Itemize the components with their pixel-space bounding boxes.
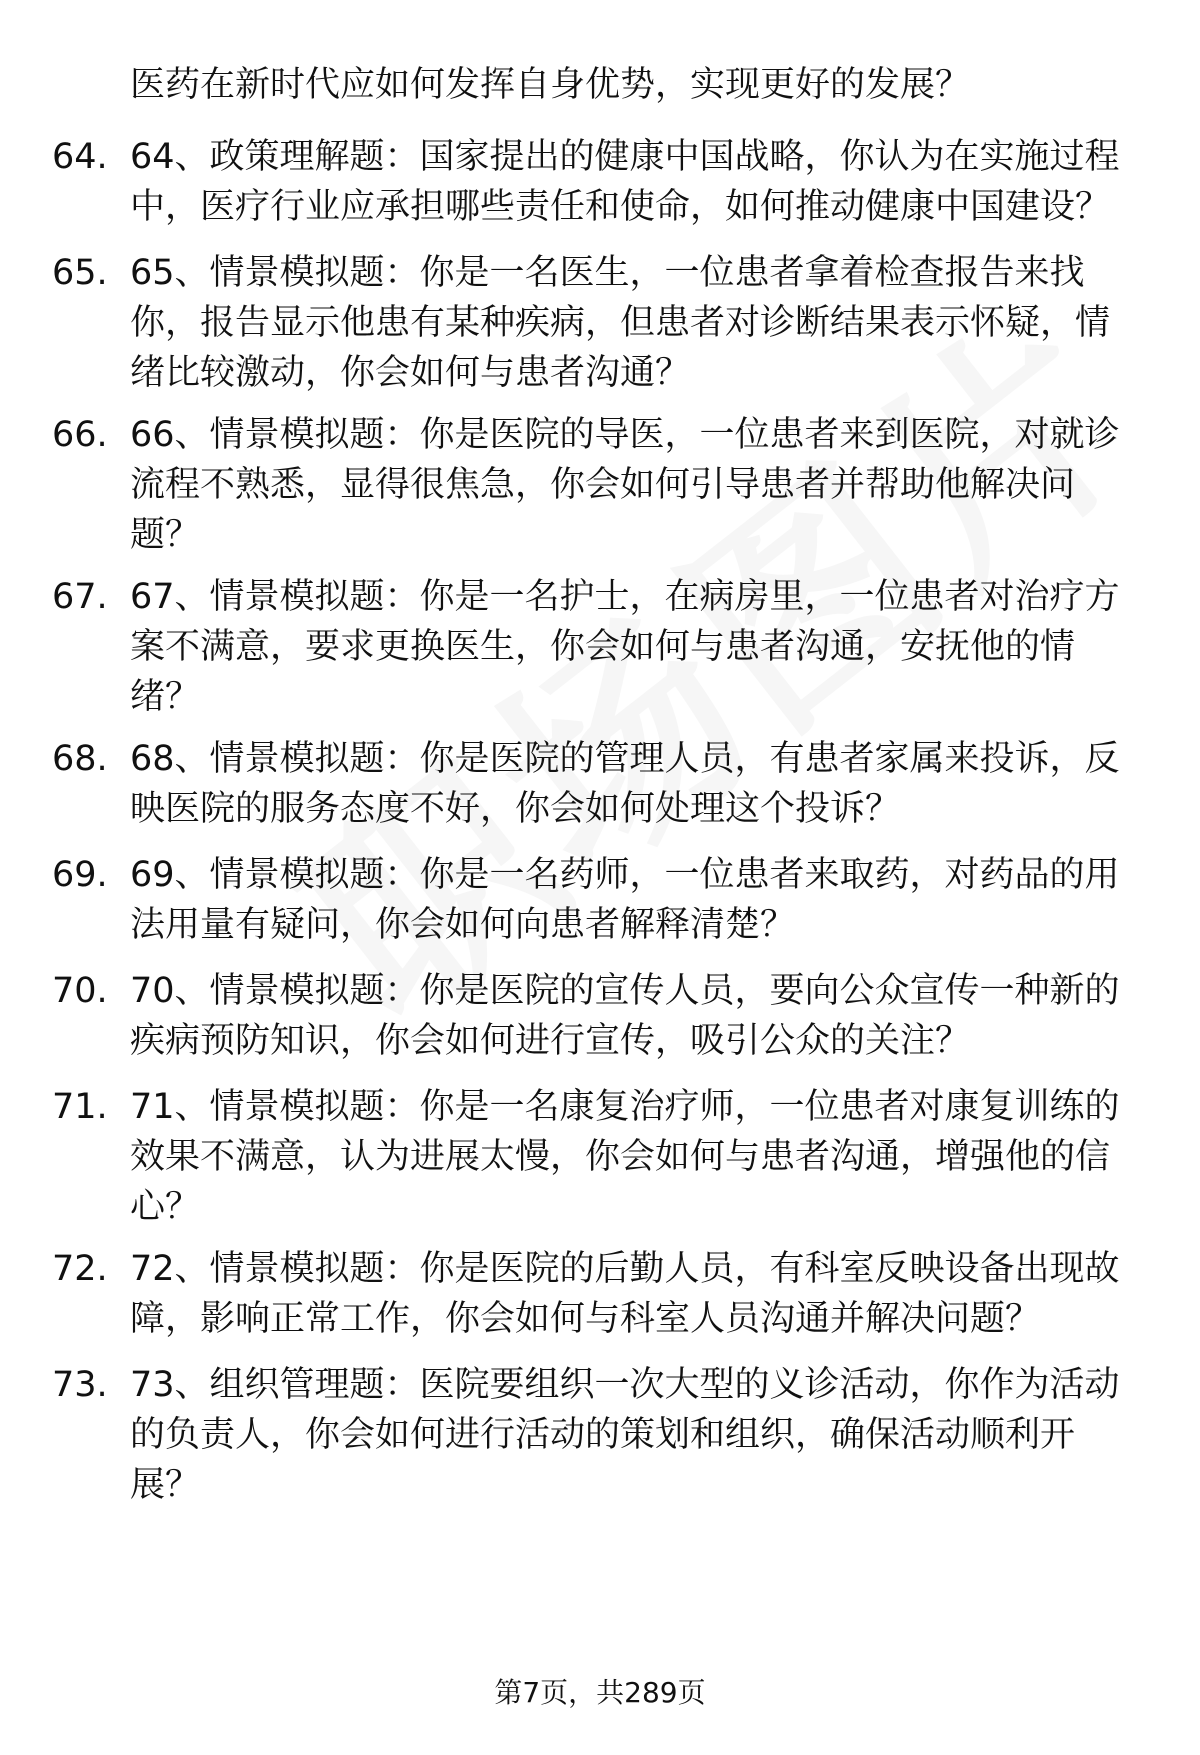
item-line: 65、情景模拟题：你是一名医生，一位患者拿着检查报告来找	[130, 253, 1085, 293]
item-number: 72.	[52, 1249, 108, 1289]
item-line: 案不满意，要求更换医生，你会如何与患者沟通，安抚他的情	[130, 627, 1076, 667]
item-line: 法用量有疑问，你会如何向患者解释清楚？	[130, 905, 796, 945]
item-line: 绪？	[130, 677, 201, 717]
item-line: 障，影响正常工作，你会如何与科室人员沟通并解决问题？	[130, 1299, 1041, 1339]
item-line: 疾病预防知识，你会如何进行宣传，吸引公众的关注？	[130, 1021, 971, 1061]
item-text	[130, 966, 1140, 1066]
item-line: 68、情景模拟题：你是医院的管理人员，有患者家属来投诉，反	[130, 739, 1120, 779]
item-line: 67、情景模拟题：你是一名护士，在病房里，一位患者对治疗方	[130, 577, 1120, 617]
item-text	[130, 410, 1140, 560]
item-number: 66.	[52, 415, 108, 455]
item-number: 71.	[52, 1087, 108, 1127]
item-text	[130, 850, 1140, 950]
item-text	[130, 132, 1140, 232]
item-number: 70.	[52, 971, 108, 1011]
item-line: 73、组织管理题：医院要组织一次大型的义诊活动，你作为活动	[130, 1365, 1120, 1405]
page-footer: 第7页，共289页	[494, 1676, 706, 1709]
item-number: 68.	[52, 739, 108, 779]
item-number: 65.	[52, 253, 108, 293]
item-line: 70、情景模拟题：你是医院的宣传人员，要向公众宣传一种新的	[130, 971, 1120, 1011]
item-text	[130, 1244, 1140, 1344]
item-line: 映医院的服务态度不好，你会如何处理这个投诉？	[130, 789, 901, 829]
item-text	[130, 1360, 1140, 1510]
item-line: 心？	[130, 1187, 201, 1227]
item-line: 66、情景模拟题：你是医院的导医，一位患者来到医院，对就诊	[130, 415, 1120, 455]
continuation-line: 医药在新时代应如何发挥自身优势，实现更好的发展？	[130, 65, 971, 105]
item-line: 你，报告显示他患有某种疾病，但患者对诊断结果表示怀疑，情	[130, 303, 1111, 343]
item-line: 效果不满意，认为进展太慢，你会如何与患者沟通，增强他的信	[130, 1137, 1111, 1177]
item-text	[130, 734, 1140, 834]
item-line: 题？	[130, 515, 201, 555]
item-number: 67.	[52, 577, 108, 617]
item-line: 64、政策理解题：国家提出的健康中国战略，你认为在实施过程	[130, 137, 1120, 177]
item-line: 中，医疗行业应承担哪些责任和使命，如何推动健康中国建设？	[130, 187, 1111, 227]
item-line: 展？	[130, 1465, 201, 1505]
item-number: 69.	[52, 855, 108, 895]
item-number: 73.	[52, 1365, 108, 1405]
item-text	[130, 1082, 1140, 1232]
item-line: 69、情景模拟题：你是一名药师，一位患者来取药，对药品的用	[130, 855, 1120, 895]
item-line: 流程不熟悉，显得很焦急，你会如何引导患者并帮助他解决问	[130, 465, 1076, 505]
item-number: 64.	[52, 137, 108, 177]
item-line: 72、情景模拟题：你是医院的后勤人员，有科室反映设备出现故	[130, 1249, 1120, 1289]
item-line: 绪比较激动，你会如何与患者沟通？	[130, 353, 691, 393]
item-line: 71、情景模拟题：你是一名康复治疗师，一位患者对康复训练的	[130, 1087, 1120, 1127]
item-text	[130, 572, 1140, 722]
item-line: 的负责人，你会如何进行活动的策划和组织，确保活动顺利开	[130, 1415, 1076, 1455]
item-text	[130, 248, 1140, 398]
